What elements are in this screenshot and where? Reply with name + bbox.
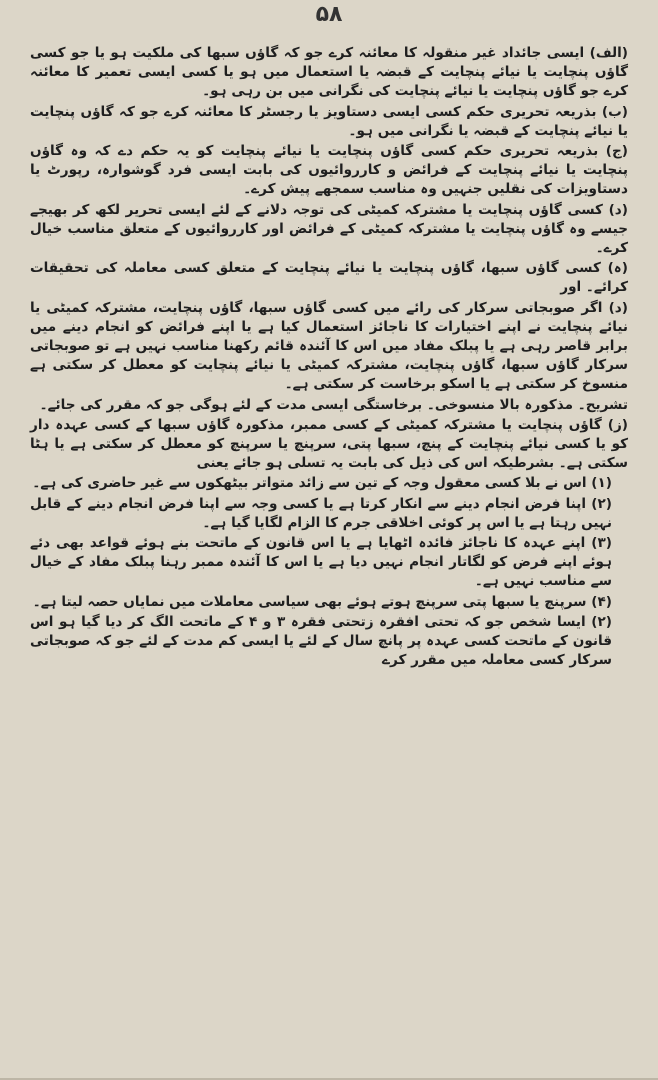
subclause-1: (۱) اس نے بلا کسی معقول وجہ کے تین سے زائد متواتر بیٹھکوں سے غیر حاضری کی ہے۔ xyxy=(32,475,612,492)
explanation-paragraph: تشریح۔ مذکورہ بالا منسوخی۔ برخاستگی ایسی مدت کے لئے ہوگی جو کہ مقرر کی جائے۔ xyxy=(39,396,628,413)
subclause-4: (۴) سرپنچ یا سبھا پتی سرپنچ ہوتے ہوئے بھی سیاسی معاملات میں نمایاں حصہ لیتا ہے۔ xyxy=(32,593,612,610)
paragraph-dal-2: (د) اگر صوبجاتی سرکار کی رائے میں کسی گاؤں سبھا، گاؤں پنچایت، مشترکہ کمیٹی یا نیائے پنچایت نے اپنے اختیارات کا ناجائز استعمال کیا ہے یا اپنے فرائض کو انجام دینے میں برابر قاصر رہی ہے یا پبلک مفاد میں اس کا آئندہ قائم رکھنا مناسب نہیں ہے تو صوبجاتی سرکار گاؤں سبھا، گاؤں پنچایت، مشترکہ کمیٹی یا نیائے پنچایت کو معطل کر سکتی ہے منسوخ کر سکتی ہے یا اسکو برخاست کر سکتی ہے۔ xyxy=(30,299,628,393)
paragraph-alif: (الف) ایسی جائداد غیر منقولہ کا معائنہ کرے جو کہ گاؤں سبھا کی ملکیت ہو یا جو کسی گاؤں پنچایت یا نیائے پنچایت کے قبضہ یا استعمال میں ہو یا کسی ایسی تعمیر کا معائنہ کرے جو گاؤں پنچایت یا نیائے پنچایت کی نگرانی میں بن رہی ہو۔ xyxy=(30,45,628,100)
paragraph-be: (ب) بذریعہ تحریری حکم کسی ایسی دستاویز یا رجسٹر کا معائنہ کرے جو کہ گاؤں پنچایت یا نیائے پنچایت کے قبضہ یا نگرانی میں ہو۔ xyxy=(30,103,628,139)
subclause-5: (۲) ایسا شخص جو کہ تحتی افقرہ زتحتی فقرہ ۳ و ۴ کے ماتحت الگ کر دیا گیا ہو اس قانون کے ماتحت کسی عہدہ پر پانچ سال کے لئے یا ایسی کم مدت کے لئے جو کہ صوبجاتی سرکار کسی معاملہ میں مقرر کرے xyxy=(30,613,612,669)
paragraph-dal: (د) کسی گاؤں پنچایت یا مشترکہ کمیٹی کی توجہ دلانے کے لئے ایسی تحریر لکھ کر بھیجے جیسے وہ گاؤں پنچایت یا مشترکہ کمیٹی کے فرائض اور کارروائیوں کے متعلق مناسب خیال کرے۔ xyxy=(30,201,628,257)
subclause-2: (۲) اپنا فرض انجام دینے سے انکار کرتا ہے یا کسی وجہ سے اپنا فرض انجام دینے کے قابل نہیں رہتا ہے یا اس پر کوئی اخلاقی جرم کا الزام لگایا گیا ہے۔ xyxy=(30,495,612,531)
paragraph-ze: (ز) گاؤں پنچایت یا مشترکہ کمیٹی کے کسی ممبر، مذکورہ گاؤں سبھا کے کسی عہدہ دار کو یا کسی نیائے پنچایت کے پنچ، سبھا پتی، سرپنچ یا سرپنچ کو معطل کر سکتی ہے یا ہٹا سکتی ہے۔ بشرطیکہ اس کی ذیل کی بابت یہ تسلی ہو جائے یعنی xyxy=(30,416,628,472)
paragraph-jeem: (ج) بذریعہ تحریری حکم کسی گاؤں پنچایت یا نیائے پنچایت کو یہ حکم دے کہ وہ گاؤں پنچایت یا نیائے پنچایت کے فرائض و کارروائیوں کی بابت ایسی فرد گوشوارہ، رپورٹ یا دستاویزات کی نقلیں جنہیں وہ مناسب سمجھے پیش کرے۔ xyxy=(30,143,628,198)
urdu-text-body xyxy=(30,44,628,672)
page-number: ۵۸ xyxy=(315,2,343,27)
paragraph-he: (ہ) کسی گاؤں سبھا، گاؤں پنچایت یا نیائے پنچایت کے متعلق کسی معاملہ کی تحقیقات کرائے۔ اور xyxy=(30,260,628,296)
subclause-3: (۳) اپنے عہدہ کا ناجائز فائدہ اٹھایا ہے یا اس قانون کے ماتحت بنے ہوئے قواعد بھی دئے ہوئے اپنے فرض کو لگاتار انجام نہیں دیا ہے یا اس کا آئندہ ممبر رہنا پبلک مفاد کے خیال سے مناسب نہیں ہے۔ xyxy=(30,535,612,590)
